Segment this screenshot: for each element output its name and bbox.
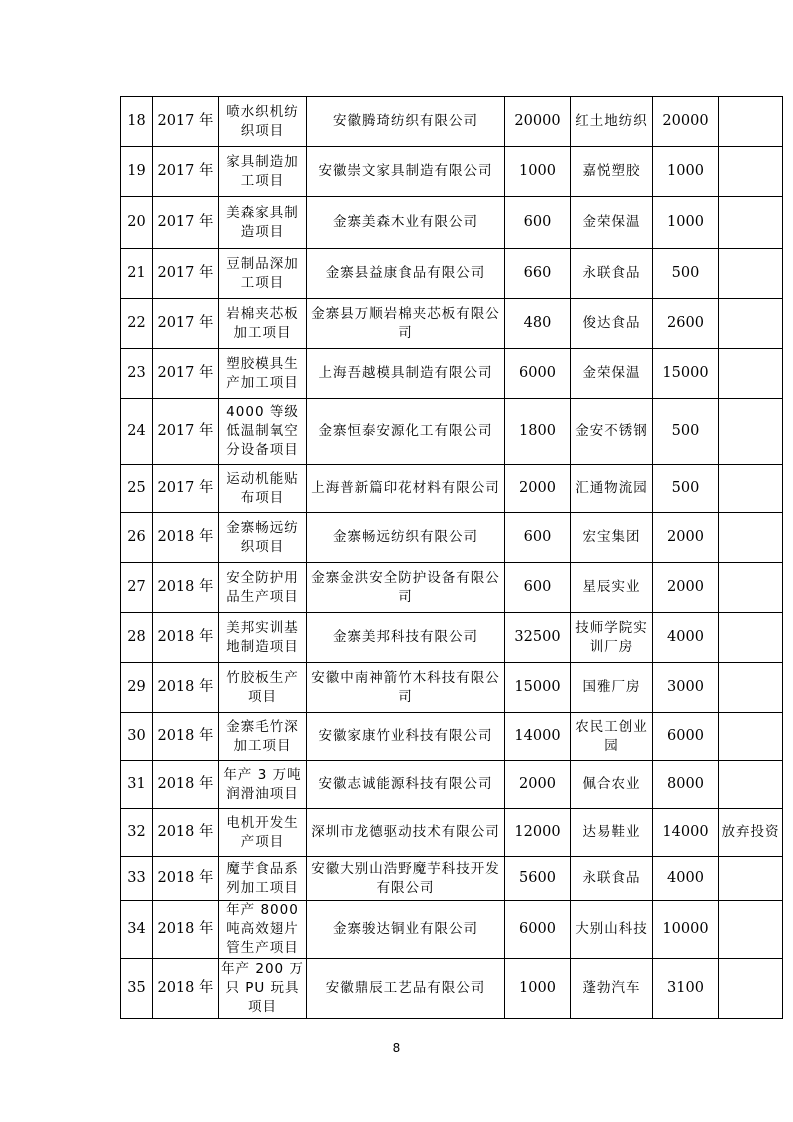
cell-site: 大别山科技 [571, 901, 653, 959]
cell-site: 永联食品 [571, 249, 653, 299]
cell-amount: 6000 [505, 901, 571, 959]
cell-note [719, 713, 783, 761]
cell-no: 35 [121, 959, 153, 1019]
table-row [121, 761, 783, 809]
table-row [121, 97, 783, 147]
cell-year: 2018 年 [153, 613, 219, 663]
cell-area: 4000 [653, 613, 719, 663]
cell-no: 31 [121, 761, 153, 809]
cell-area: 3000 [653, 663, 719, 713]
cell-no: 19 [121, 147, 153, 197]
cell-site: 星辰实业 [571, 563, 653, 613]
table-row [121, 613, 783, 663]
cell-year: 2018 年 [153, 809, 219, 857]
cell-project: 金寨畅远纺织项目 [219, 513, 307, 563]
cell-project: 家具制造加工项目 [219, 147, 307, 197]
cell-company: 上海普新篇印花材料有限公司 [307, 465, 505, 513]
table-row [121, 959, 783, 1019]
cell-no: 26 [121, 513, 153, 563]
cell-company: 金寨县万顺岩棉夹芯板有限公司 [307, 299, 505, 349]
cell-year: 2017 年 [153, 249, 219, 299]
cell-project: 运动机能贴布项目 [219, 465, 307, 513]
cell-amount: 2000 [505, 761, 571, 809]
cell-year: 2017 年 [153, 97, 219, 147]
table-row [121, 563, 783, 613]
cell-amount: 1000 [505, 959, 571, 1019]
cell-year: 2018 年 [153, 663, 219, 713]
cell-project: 安全防护用品生产项目 [219, 563, 307, 613]
cell-amount: 5600 [505, 857, 571, 901]
cell-project: 4000 等级低温制氧空分设备项目 [219, 399, 307, 465]
cell-year: 2018 年 [153, 761, 219, 809]
cell-area: 2600 [653, 299, 719, 349]
cell-area: 1000 [653, 147, 719, 197]
cell-year: 2017 年 [153, 299, 219, 349]
cell-site: 红土地纺织 [571, 97, 653, 147]
cell-area: 2000 [653, 513, 719, 563]
cell-project: 电机开发生产项目 [219, 809, 307, 857]
cell-year: 2018 年 [153, 513, 219, 563]
cell-amount: 600 [505, 513, 571, 563]
cell-project: 年产 200 万只 PU 玩具项目 [219, 959, 307, 1019]
cell-note [719, 147, 783, 197]
cell-no: 18 [121, 97, 153, 147]
cell-area: 20000 [653, 97, 719, 147]
cell-site: 技师学院实训厂房 [571, 613, 653, 663]
table-row [121, 663, 783, 713]
cell-site: 金荣保温 [571, 349, 653, 399]
cell-project: 美邦实训基地制造项目 [219, 613, 307, 663]
cell-year: 2017 年 [153, 349, 219, 399]
cell-project: 年产 3 万吨润滑油项目 [219, 761, 307, 809]
cell-no: 23 [121, 349, 153, 399]
cell-site: 农民工创业园 [571, 713, 653, 761]
cell-amount: 14000 [505, 713, 571, 761]
cell-no: 32 [121, 809, 153, 857]
cell-area: 15000 [653, 349, 719, 399]
cell-note [719, 249, 783, 299]
cell-note [719, 613, 783, 663]
cell-year: 2018 年 [153, 563, 219, 613]
table-row [121, 147, 783, 197]
cell-company: 安徽腾琦纺织有限公司 [307, 97, 505, 147]
cell-company: 金寨县益康食品有限公司 [307, 249, 505, 299]
cell-amount: 660 [505, 249, 571, 299]
table-row [121, 901, 783, 959]
cell-year: 2017 年 [153, 147, 219, 197]
cell-site: 国雅厂房 [571, 663, 653, 713]
cell-company: 安徽大别山浩野魔芋科技开发有限公司 [307, 857, 505, 901]
cell-amount: 2000 [505, 465, 571, 513]
cell-no: 27 [121, 563, 153, 613]
cell-company: 深圳市龙德驱动技术有限公司 [307, 809, 505, 857]
cell-company: 安徽志诚能源科技有限公司 [307, 761, 505, 809]
cell-area: 3100 [653, 959, 719, 1019]
cell-no: 20 [121, 197, 153, 249]
cell-company: 安徽家康竹业科技有限公司 [307, 713, 505, 761]
project-table [120, 96, 783, 1019]
cell-area: 10000 [653, 901, 719, 959]
cell-amount: 600 [505, 563, 571, 613]
cell-site: 达易鞋业 [571, 809, 653, 857]
cell-area: 500 [653, 399, 719, 465]
cell-area: 1000 [653, 197, 719, 249]
cell-amount: 1800 [505, 399, 571, 465]
cell-no: 33 [121, 857, 153, 901]
cell-site: 俊达食品 [571, 299, 653, 349]
cell-company: 金寨畅远纺织有限公司 [307, 513, 505, 563]
cell-company: 金寨美邦科技有限公司 [307, 613, 505, 663]
cell-note [719, 857, 783, 901]
cell-site: 蓬勃汽车 [571, 959, 653, 1019]
cell-site: 永联食品 [571, 857, 653, 901]
cell-site: 汇通物流园 [571, 465, 653, 513]
cell-company: 安徽鼎辰工艺品有限公司 [307, 959, 505, 1019]
cell-note [719, 959, 783, 1019]
cell-site: 佩合农业 [571, 761, 653, 809]
cell-amount: 20000 [505, 97, 571, 147]
cell-site: 嘉悦塑胶 [571, 147, 653, 197]
cell-note [719, 197, 783, 249]
cell-area: 500 [653, 465, 719, 513]
cell-project: 塑胶模具生产加工项目 [219, 349, 307, 399]
cell-note [719, 97, 783, 147]
cell-company: 金寨恒泰安源化工有限公司 [307, 399, 505, 465]
cell-project: 豆制品深加工项目 [219, 249, 307, 299]
cell-project: 岩棉夹芯板加工项目 [219, 299, 307, 349]
cell-year: 2018 年 [153, 959, 219, 1019]
cell-note [719, 663, 783, 713]
cell-project: 美森家具制造项目 [219, 197, 307, 249]
cell-no: 29 [121, 663, 153, 713]
cell-project: 喷水织机纺织项目 [219, 97, 307, 147]
cell-project: 竹胶板生产项目 [219, 663, 307, 713]
table-row [121, 399, 783, 465]
cell-note [719, 901, 783, 959]
cell-note [719, 563, 783, 613]
cell-area: 2000 [653, 563, 719, 613]
cell-no: 25 [121, 465, 153, 513]
cell-note [719, 513, 783, 563]
cell-company: 金寨骏达铜业有限公司 [307, 901, 505, 959]
cell-no: 28 [121, 613, 153, 663]
cell-company: 安徽崇文家具制造有限公司 [307, 147, 505, 197]
cell-amount: 12000 [505, 809, 571, 857]
cell-year: 2017 年 [153, 465, 219, 513]
cell-project: 金寨毛竹深加工项目 [219, 713, 307, 761]
cell-no: 30 [121, 713, 153, 761]
cell-year: 2018 年 [153, 901, 219, 959]
cell-company: 安徽中南神箭竹木科技有限公司 [307, 663, 505, 713]
cell-project: 年产 8000 吨高效翅片管生产项目 [219, 901, 307, 959]
cell-site: 金安不锈钢 [571, 399, 653, 465]
table-row [121, 249, 783, 299]
cell-no: 24 [121, 399, 153, 465]
cell-company: 金寨金洪安全防护设备有限公司 [307, 563, 505, 613]
cell-site: 金荣保温 [571, 197, 653, 249]
cell-amount: 32500 [505, 613, 571, 663]
cell-amount: 6000 [505, 349, 571, 399]
cell-area: 4000 [653, 857, 719, 901]
cell-note [719, 399, 783, 465]
cell-no: 34 [121, 901, 153, 959]
table-row [121, 465, 783, 513]
cell-amount: 15000 [505, 663, 571, 713]
page-number: 8 [392, 1041, 401, 1055]
cell-company: 上海吾越模具制造有限公司 [307, 349, 505, 399]
table-row [121, 349, 783, 399]
table-row [121, 513, 783, 563]
cell-site: 宏宝集团 [571, 513, 653, 563]
cell-area: 6000 [653, 713, 719, 761]
cell-no: 21 [121, 249, 153, 299]
cell-note [719, 465, 783, 513]
cell-area: 14000 [653, 809, 719, 857]
cell-note: 放弃投资 [719, 809, 783, 857]
table-row [121, 299, 783, 349]
table-row [121, 809, 783, 857]
cell-year: 2018 年 [153, 713, 219, 761]
cell-note [719, 299, 783, 349]
cell-year: 2017 年 [153, 399, 219, 465]
cell-area: 500 [653, 249, 719, 299]
cell-company: 金寨美森木业有限公司 [307, 197, 505, 249]
cell-year: 2018 年 [153, 857, 219, 901]
table-row [121, 857, 783, 901]
cell-year: 2017 年 [153, 197, 219, 249]
cell-amount: 480 [505, 299, 571, 349]
table-row [121, 197, 783, 249]
cell-note [719, 761, 783, 809]
cell-amount: 1000 [505, 147, 571, 197]
cell-area: 8000 [653, 761, 719, 809]
table-row [121, 713, 783, 761]
cell-project: 魔芋食品系列加工项目 [219, 857, 307, 901]
cell-note [719, 349, 783, 399]
table-body [121, 97, 783, 1019]
cell-no: 22 [121, 299, 153, 349]
cell-amount: 600 [505, 197, 571, 249]
